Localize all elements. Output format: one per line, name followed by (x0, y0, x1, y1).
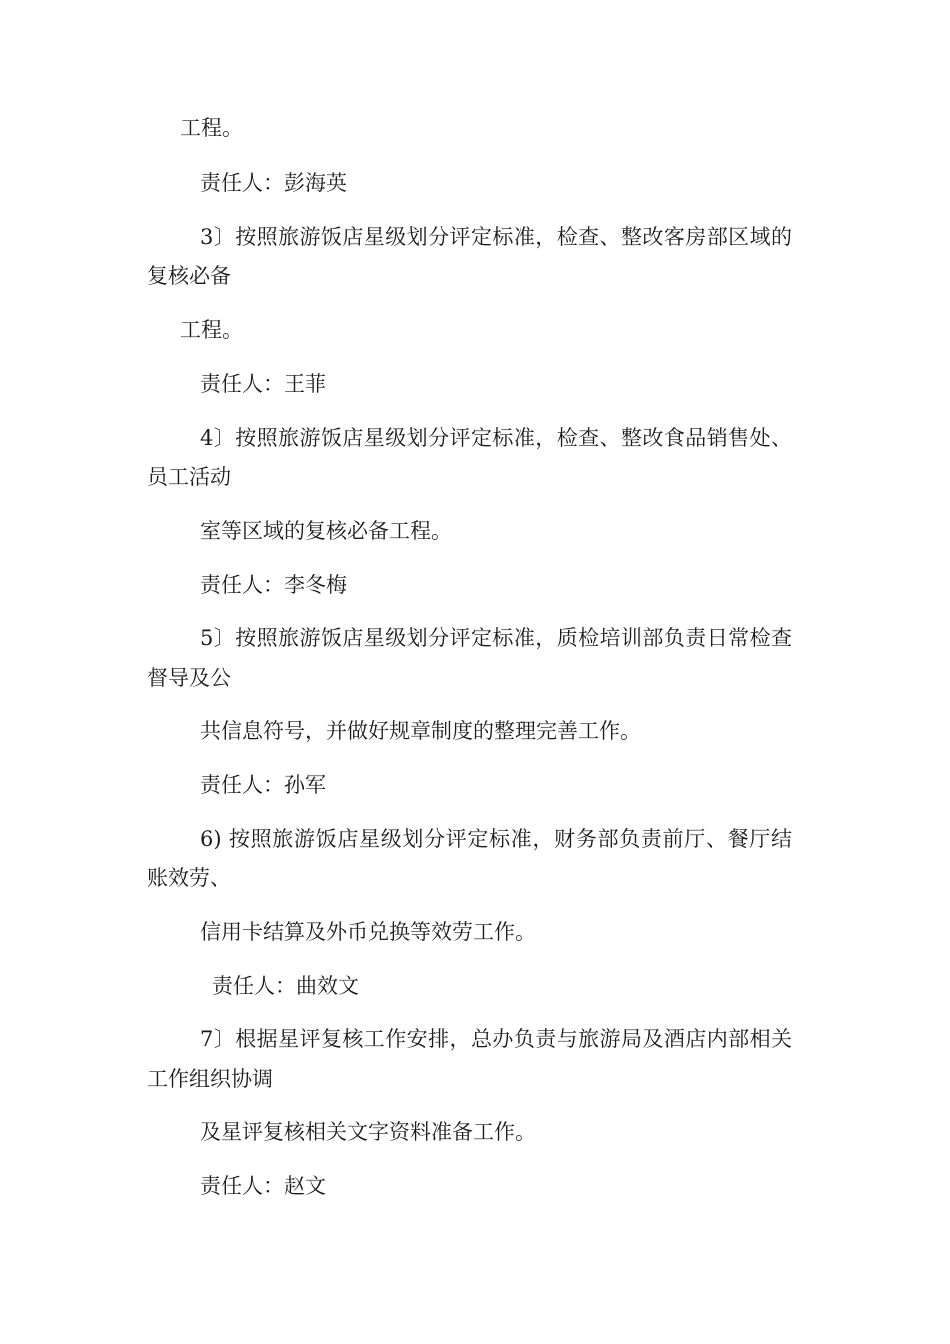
text-line: 共信息符号，并做好规章制度的整理完善工作。 (200, 719, 641, 743)
responsible-person-line: 责任人：赵文 (200, 1174, 326, 1198)
text-line: 室等区域的复核必备工程。 (200, 519, 452, 543)
responsible-person-line: 责任人：孙军 (200, 773, 326, 797)
text-line: 工程。 (180, 116, 243, 140)
text-line: 员工活动 (147, 465, 231, 489)
responsible-person-line: 责任人：王菲 (200, 372, 326, 396)
text-line: 账效劳、 (147, 866, 231, 890)
text-line: 工程。 (180, 318, 243, 342)
responsible-person-line: 责任人：彭海英 (200, 171, 347, 195)
responsible-person-line: 责任人：李冬梅 (200, 573, 347, 597)
text-line: 工作组织协调 (147, 1067, 273, 1091)
text-line: 信用卡结算及外币兑换等效劳工作。 (200, 920, 536, 944)
text-line: 及星评复核相关文字资料准备工作。 (200, 1120, 536, 1144)
text-line: 复核必备 (147, 264, 231, 288)
text-line: 5〕按照旅游饭店星级划分评定标准，质检培训部负责日常检查 (200, 626, 792, 650)
responsible-person-line: 责任人：曲效文 (212, 974, 359, 998)
text-line: 7〕根据星评复核工作安排，总办负责与旅游局及酒店内部相关 (200, 1027, 792, 1051)
text-line: 督导及公 (147, 666, 231, 690)
text-line: 4〕按照旅游饭店星级划分评定标准，检查、整改食品销售处、 (200, 426, 792, 450)
text-line: 3〕按照旅游饭店星级划分评定标准，检查、整改客房部区域的 (200, 225, 792, 249)
text-line: 6) 按照旅游饭店星级划分评定标准，财务部负责前厅、餐厅结 (200, 827, 792, 851)
